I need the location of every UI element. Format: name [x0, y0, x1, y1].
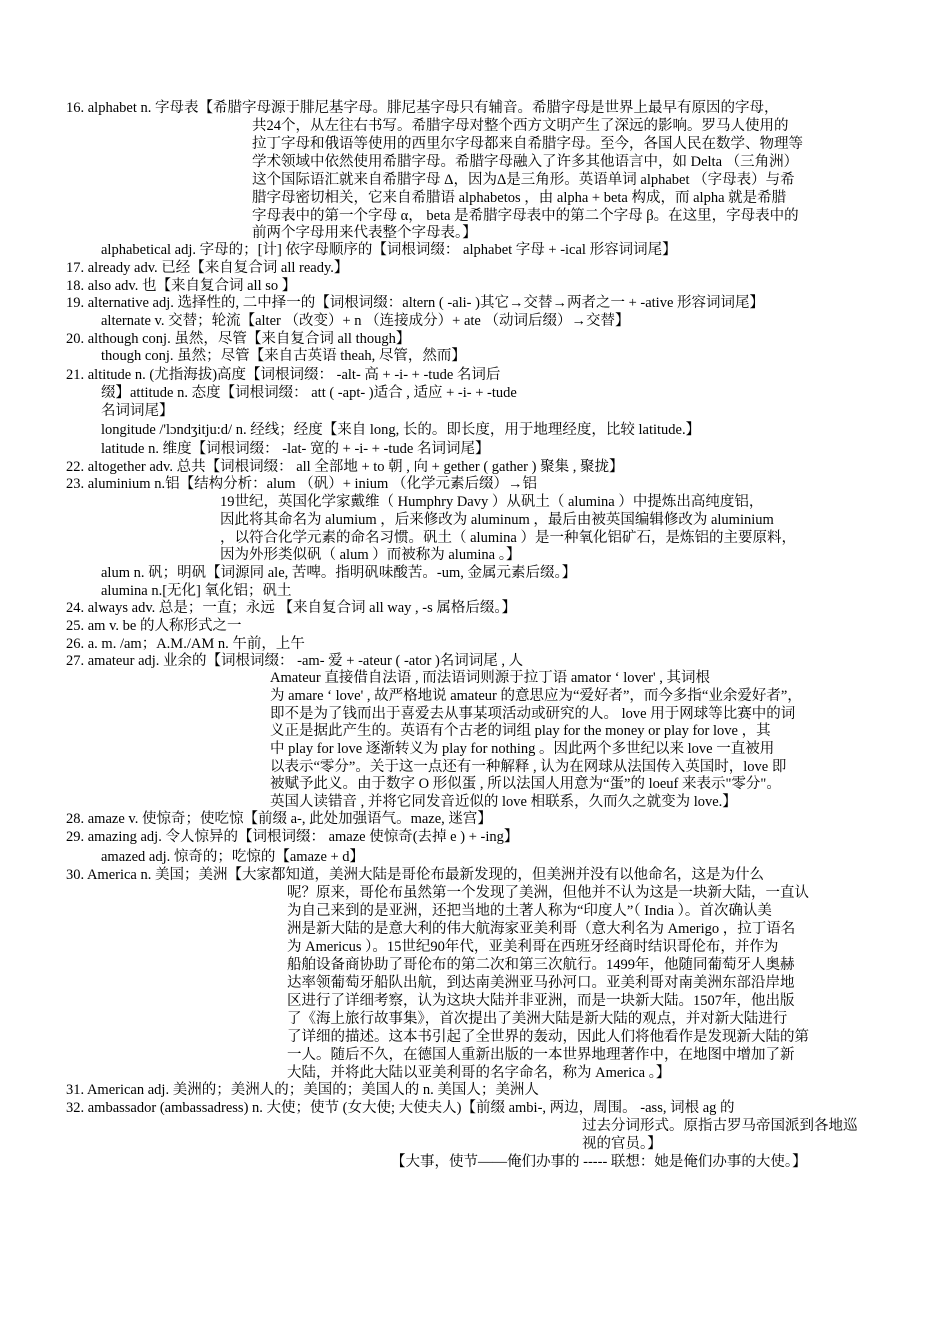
- entry-20: 20. although conj. 虽然，尽管【来自复合词 all though】: [66, 331, 411, 347]
- entry-16-line: 字母表中的第一个字母 α， beta 是希腊字母表中的第二个字母 β。在这里，字母表中的: [252, 208, 799, 224]
- entry-23-line: 因此将其命名为 alumium ，后来修改为 aluminum ，最后由被英国编辑修改为 aluminium: [220, 512, 774, 528]
- entry-30-line: 洲是新大陆的是意大利的伟大航海家亚美利哥（意大利名为 Amerigo ，拉丁语名: [287, 921, 796, 937]
- entry-16-line: 学术领域中依然使用希腊字母。希腊字母融入了许多其他语言中，如 Delta （三角洲）: [252, 154, 799, 170]
- entry-27-line: 英国人读错音 , 并将它同发音近似的 love 相联系，久而久之就变为 love.】: [270, 794, 737, 810]
- entry-32-line: 过去分词形式。原指古罗马帝国派到各地巡: [582, 1118, 858, 1134]
- entry-28: 28. amaze v. 使惊奇；使吃惊【前缀 a-, 此处加强语气。maze, 迷宫】: [66, 811, 492, 827]
- entry-29-sub: amazed adj. 惊奇的；吃惊的【amaze + d】: [101, 849, 365, 865]
- entry-19: 19. alternative adj. 选择性的, 二中择一的【词根词缀：altern ( -ali- )其它→交替→两者之一 + -ative 形容词词尾】: [66, 295, 765, 311]
- entry-26: 26. a. m. /am；A.M./AM n. 午前，上午: [66, 636, 305, 652]
- entry-21: 21. altitude n. (尤指海拔)高度【词根词缀： -alt- 高 + -i- + -tude 名词后: [66, 367, 501, 383]
- entry-27-line: Amateur 直接借自法语 , 而法语词则源于拉丁语 amator ‘ lover' , 其词根: [270, 670, 710, 686]
- entry-27: 27. amateur adj. 业余的【词根词缀： -am- 爱 + -ateur ( -ator )名词词尾 , 人: [66, 653, 524, 669]
- entry-20-sub: though conj. 虽然；尽管【来自古英语 theah, 尽管，然而】: [101, 348, 466, 364]
- entry-30-line: 大陆，并将此大陆以亚美利哥的名字命名，称为 America 。】: [287, 1065, 671, 1081]
- entry-16-line: 腊字母密切相关，它来自希腊语 alphabetos ，由 alpha + beta 构成，而 alpha 就是希腊: [252, 190, 787, 206]
- entry-30-line: 船舶设备商协助了哥伦布的第二次和第三次航行。1499年，他随同葡萄牙人奥赫: [287, 957, 795, 973]
- entry-30-line: 区进行了详细考察，认为这块大陆并非亚洲，而是一块新大陆。1507年，他出版: [287, 993, 795, 1009]
- entry-30-line: 为 Americus ）。15世纪90年代，亚美利哥在西班牙经商时结识哥伦布，并作为: [287, 939, 779, 955]
- entry-27-line: 中 play for love 逐渐转义为 play for nothing 。因此两个多世纪以来 love 一直被用: [270, 741, 775, 757]
- entry-32-note: 【大事，使节——俺们办事的 ----- 联想：她是俺们办事的大使。】: [391, 1154, 807, 1170]
- entry-16-line: 前两个字母用来代表整个字母表。】: [252, 225, 477, 241]
- entry-23-line: 19世纪，英国化学家戴维（ Humphry Davy ）从矾土（ alumina ）中提炼出高纯度铝，: [220, 494, 764, 510]
- entry-21-sub: longitude /'lɔndʒitju:d/ n. 经线；经度【来自 long, 长的。即长度，用于地理经度，比较 latitude.】: [101, 422, 701, 438]
- entry-31: 31. American adj. 美洲的；美洲人的；美国的；美国人的 n. 美国人；美洲人: [66, 1082, 539, 1098]
- entry-27-line: 以表示“零分”。关于这一点还有一种解释 , 认为在网球从法国传入英国时，love 即: [270, 759, 787, 775]
- entry-17: 17. already adv. 已经【来自复合词 all ready.】: [66, 260, 349, 276]
- entry-16-line: 这个国际语汇就来自希腊字母 Δ，因为Δ是三角形。英语单词 alphabet （字母表）与希: [252, 172, 795, 188]
- entry-27-line: 被赋予此义。由于数字 O 形似蛋 , 所以法国人用意为“蛋”的 loeuf 来表示"零分"。: [270, 776, 781, 792]
- entry-18: 18. also adv. 也【来自复合词 all so 】: [66, 278, 297, 294]
- entry-30-line: 呢？原来，哥伦布虽然第一个发现了美洲，但他并不认为这是一块新大陆，一直认: [287, 885, 809, 901]
- entry-22: 22. altogether adv. 总共【词根词缀： all 全部地 + to 朝 , 向 + gether ( gather ) 聚集 , 聚拢】: [66, 459, 624, 475]
- entry-19-sub: alternate v. 交替；轮流【alter （改变）+ n （连接成分）+ ate （动词后缀）→交替】: [101, 313, 630, 329]
- entry-27-line: 为 amare ‘ love' , 故严格地说 amateur 的意思应为“爱好者”，而今多指“业余爱好者”，: [270, 688, 802, 704]
- entry-29: 29. amazing adj. 令人惊异的【词根词缀： amaze 使惊奇(去掉 e ) + -ing】: [66, 829, 519, 845]
- entry-16-sub: alphabetical adj. 字母的；[计] 依字母顺序的【词根词缀： alphabet 字母 + -ical 形容词词尾】: [101, 242, 677, 258]
- entry-30-line: 为自己来到的是亚洲，还把当地的土著人称为“印度人”（ India ）。首次确认美: [287, 903, 772, 919]
- entry-30-line: 了详细的描述。这本书引起了全世界的轰动，因此人们将他看作是发现新大陆的第: [287, 1029, 809, 1045]
- entry-30-line: 一人。随后不久，在德国人重新出版的一本世界地理著作中，在地图中增加了新: [287, 1047, 795, 1063]
- entry-23-line: 因为外形类似矾（ alum ）而被称为 alumina 。】: [220, 547, 521, 563]
- entry-32-line: 视的官员。】: [582, 1136, 662, 1152]
- entry-23-sub: alumina n.[无化] 氧化铝；矾土: [101, 583, 292, 599]
- entry-32: 32. ambassador (ambassadress) n. 大使；使节 (女大使; 大使夫人)【前缀 ambi-, 两边，周围。 -ass, 词根 ag 的: [66, 1100, 735, 1116]
- entry-21-line: 缀】attitude n. 态度【词根词缀： att ( -apt- )适合 , 适应 + -i- + -tude: [101, 385, 517, 401]
- entry-23-line: ，以符合化学元素的命名习惯。矾土（ alumina ）是一种氧化铝矿石，是炼铝的主要原料，: [220, 530, 796, 546]
- entry-16-line: 共24个，从左往右书写。希腊字母对整个西方文明产生了深远的影响。罗马人使用的: [252, 118, 789, 134]
- entry-27-line: 义正是据此产生的。英语有个古老的词组 play for the money or play for love ，其: [270, 723, 771, 739]
- entry-27-line: 即不是为了钱而出于喜爱去从事某项活动或研究的人。 love 用于网球等比赛中的词: [270, 706, 796, 722]
- entry-21-sub: latitude n. 维度【词根词缀： -lat- 宽的 + -i- + -tude 名词词尾】: [101, 441, 490, 457]
- entry-16-line: 16. alphabet n. 字母表【希腊字母源于腓尼基字母。腓尼基字母只有辅音。希腊字母是世界上最早有原因的字母，: [66, 100, 779, 116]
- entry-16-line: 拉丁字母和俄语等使用的西里尔字母都来自希腊字母。至今，各国人民在数学、物理等: [252, 136, 803, 152]
- entry-30: 30. America n. 美国；美洲【大家都知道，美洲大陆是哥伦布最新发现的，但美洲并没有以他命名，这是为什么: [66, 867, 764, 883]
- entry-24: 24. always adv. 总是；一直；永远 【来自复合词 all way , -s 属格后缀。】: [66, 600, 517, 616]
- entry-21-line: 名词词尾】: [101, 403, 174, 419]
- entry-30-line: 了《海上旅行故事集》，首次提出了美洲大陆是新大陆的观点，并对新大陆进行: [287, 1011, 788, 1027]
- entry-23-sub: alum n. 矾；明矾【词源同 ale, 苦啤。指明矾味酸苦。-um, 金属元素后缀。】: [101, 565, 577, 581]
- entry-23: 23. aluminium n.铝【结构分析：alum （矾）+ inium （化学元素后缀）→铝: [66, 476, 537, 492]
- entry-30-line: 达率领葡萄牙船队出航，到达南美洲亚马孙河口。亚美利哥对南美洲东部沿岸地: [287, 975, 795, 991]
- entry-25: 25. am v. be 的人称形式之一: [66, 618, 242, 634]
